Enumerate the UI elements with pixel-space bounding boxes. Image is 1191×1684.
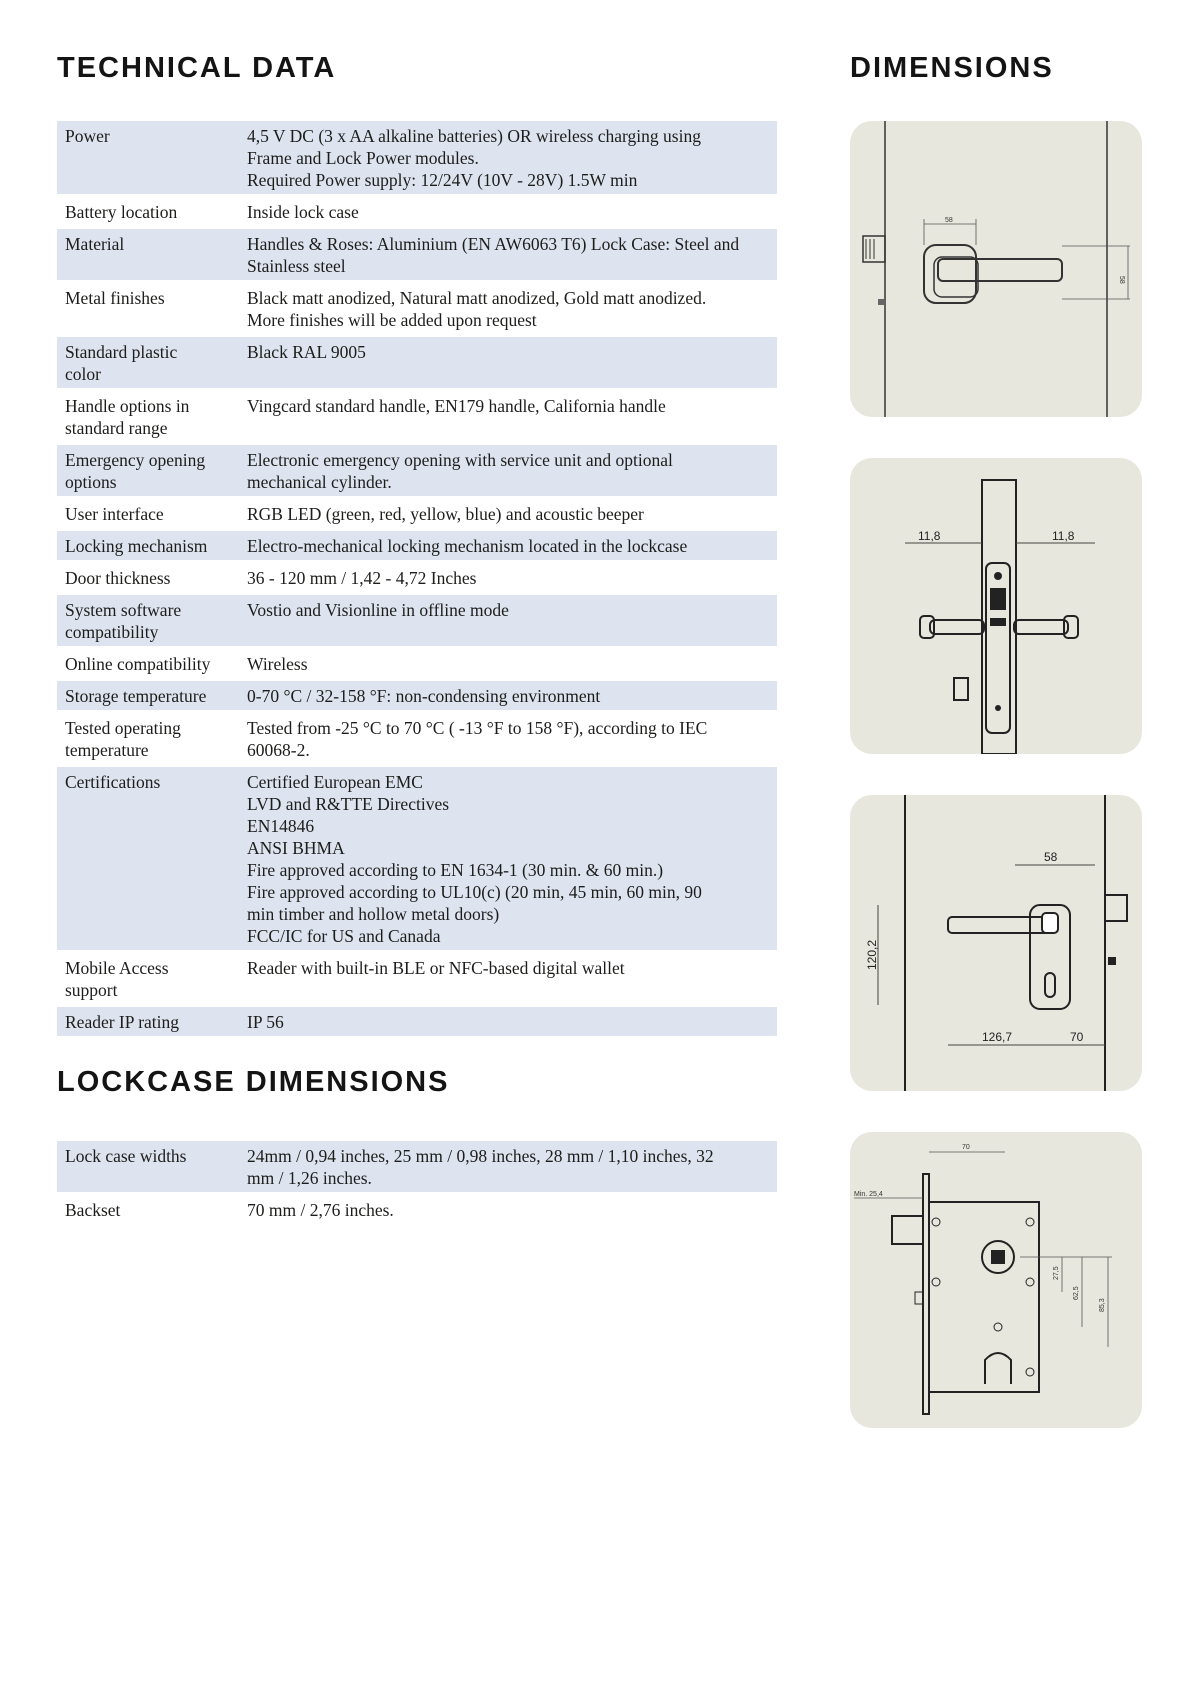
- dim-label-62-5: 62,5: [1073, 1286, 1080, 1300]
- row-label-line: support: [65, 980, 118, 1000]
- row-label: [57, 1141, 239, 1192]
- lockcase-dimensions-table: [57, 1138, 777, 1227]
- row-label-line: compatibility: [65, 622, 159, 642]
- row-label-line: Certifications: [65, 772, 161, 792]
- dim-label-126-7: 126,7: [982, 1030, 1013, 1044]
- row-label: [57, 1007, 239, 1036]
- row-label-line: Storage temperature: [65, 686, 207, 706]
- table-row: [57, 1141, 777, 1192]
- handle-side-dimension-diagram: [850, 795, 1142, 1091]
- row-value-line: 4,5 V DC (3 x AA alkaline batteries) OR wireless charging using: [247, 126, 701, 146]
- row-value: [239, 1141, 777, 1192]
- row-value-line: LVD and R&TTE Directives: [247, 794, 450, 814]
- row-label: [57, 197, 239, 226]
- row-value-line: Tested from -25 °C to 70 °C ( -13 °F to 158 °F), according to IEC: [247, 718, 708, 738]
- row-value-line: Fire approved according to EN 1634-1 (30 min. & 60 min.): [247, 860, 664, 880]
- row-value: [239, 953, 777, 1004]
- row-label-line: Tested operating: [65, 718, 181, 738]
- dimensions-heading: DIMENSIONS: [850, 52, 1054, 84]
- row-value-line: Vostio and Visionline in offline mode: [247, 600, 509, 620]
- row-label: [57, 953, 239, 1004]
- row-value-line: Stainless steel: [247, 256, 346, 276]
- table-row: [57, 197, 777, 226]
- row-value-line: Black matt anodized, Natural matt anodized, Gold matt anodized.: [247, 288, 707, 308]
- row-value-line: mm / 1,26 inches.: [247, 1168, 372, 1188]
- row-value-line: Electronic emergency opening with service unit and optional: [247, 450, 673, 470]
- row-label: [57, 391, 239, 442]
- row-value-line: Required Power supply: 12/24V (10V - 28V) 1.5W min: [247, 170, 638, 190]
- table-row: [57, 713, 777, 764]
- dim-label-27-5: 27,5: [1053, 1266, 1060, 1280]
- row-value: [239, 283, 777, 334]
- row-label: [57, 121, 239, 194]
- row-label-line: Door thickness: [65, 568, 171, 588]
- row-label-line: Lock case widths: [65, 1146, 187, 1166]
- dim-label-58: 58: [1044, 850, 1058, 864]
- lockcase-dimension-diagram: [850, 1132, 1142, 1428]
- dim-label-min-25-4: Min. 25,4: [854, 1191, 883, 1198]
- dim-label-120-2: 120,2: [865, 939, 879, 970]
- row-value: [239, 337, 777, 388]
- row-label: [57, 229, 239, 280]
- row-value-line: Black RAL 9005: [247, 342, 366, 362]
- table-row: [57, 499, 777, 528]
- table-row: [57, 563, 777, 592]
- table-row: [57, 229, 777, 280]
- row-value-line: Wireless: [247, 654, 308, 674]
- row-value-line: Handles & Roses: Aluminium (EN AW6063 T6) Lock Case: Steel and: [247, 234, 740, 254]
- row-value: [239, 391, 777, 442]
- row-label-line: Handle options in: [65, 396, 190, 416]
- row-value: [239, 681, 777, 710]
- row-label: [57, 713, 239, 764]
- row-value-line: Fire approved according to UL10(c) (20 min, 45 min, 60 min, 90: [247, 882, 702, 902]
- row-label: [57, 563, 239, 592]
- row-value: [239, 1007, 777, 1036]
- row-label-line: Locking mechanism: [65, 536, 208, 556]
- row-label: [57, 445, 239, 496]
- row-value-line: 36 - 120 mm / 1,42 - 4,72 Inches: [247, 568, 477, 588]
- table-row: [57, 767, 777, 950]
- row-value: [239, 563, 777, 592]
- row-label: [57, 767, 239, 950]
- row-value: [239, 595, 777, 646]
- row-label: [57, 649, 239, 678]
- technical-data-table: [57, 118, 777, 1039]
- row-value: [239, 121, 777, 194]
- row-value: [239, 1195, 777, 1224]
- row-value-line: Certified European EMC: [247, 772, 423, 792]
- lockcase-dimensions-heading: LOCKCASE DIMENSIONS: [57, 1066, 450, 1098]
- dim-label-height: 58: [1118, 276, 1125, 284]
- row-label-line: Metal finishes: [65, 288, 165, 308]
- row-label-line: Online compatibility: [65, 654, 211, 674]
- row-label: [57, 681, 239, 710]
- dim-label-85-3: 85,3: [1099, 1298, 1106, 1312]
- row-value-line: 70 mm / 2,76 inches.: [247, 1200, 394, 1220]
- dim-label-right: 11,8: [1052, 529, 1075, 543]
- row-value: [239, 445, 777, 496]
- row-label-line: User interface: [65, 504, 164, 524]
- table-row: [57, 953, 777, 1004]
- row-value-line: 60068-2.: [247, 740, 310, 760]
- row-label-line: Material: [65, 234, 125, 254]
- dim-label-70: 70: [1070, 1030, 1084, 1044]
- row-value-line: Electro-mechanical locking mechanism located in the lockcase: [247, 536, 688, 556]
- row-label: [57, 531, 239, 560]
- table-row: [57, 337, 777, 388]
- row-label: [57, 1195, 239, 1224]
- table-row: [57, 595, 777, 646]
- row-label-line: temperature: [65, 740, 149, 760]
- row-label-line: options: [65, 472, 117, 492]
- row-value: [239, 197, 777, 226]
- row-value-line: Reader with built-in BLE or NFC-based digital wallet: [247, 958, 625, 978]
- row-label-line: System software: [65, 600, 182, 620]
- row-label: [57, 337, 239, 388]
- row-label-line: Emergency opening: [65, 450, 206, 470]
- dim-label-70: 70: [962, 1144, 970, 1151]
- table-row: [57, 649, 777, 678]
- row-label-line: Backset: [65, 1200, 121, 1220]
- row-label-line: Standard plastic: [65, 342, 178, 362]
- row-value-line: Vingcard standard handle, EN179 handle, California handle: [247, 396, 666, 416]
- row-value-line: 0-70 °C / 32-158 °F: non-condensing environment: [247, 686, 601, 706]
- row-label-line: Power: [65, 126, 110, 146]
- table-row: [57, 283, 777, 334]
- row-value-line: FCC/IC for US and Canada: [247, 926, 441, 946]
- row-value-line: More finishes will be added upon request: [247, 310, 537, 330]
- row-value: [239, 649, 777, 678]
- handle-front-dimension-diagram: [850, 121, 1142, 417]
- row-value-line: 24mm / 0,94 inches, 25 mm / 0,98 inches, 28 mm / 1,10 inches, 32: [247, 1146, 714, 1166]
- row-value-line: EN14846: [247, 816, 315, 836]
- table-row: [57, 1007, 777, 1036]
- technical-data-heading: TECHNICAL DATA: [57, 52, 337, 84]
- row-value-line: RGB LED (green, red, yellow, blue) and acoustic beeper: [247, 504, 644, 524]
- table-row: [57, 121, 777, 194]
- table-row: [57, 681, 777, 710]
- row-value-line: Inside lock case: [247, 202, 359, 222]
- row-value-line: Frame and Lock Power modules.: [247, 148, 479, 168]
- row-label-line: Reader IP rating: [65, 1012, 180, 1032]
- row-value-line: min timber and hollow metal doors): [247, 904, 500, 924]
- row-value: [239, 499, 777, 528]
- dim-label-left: 11,8: [918, 529, 941, 543]
- row-label-line: Battery location: [65, 202, 178, 222]
- row-label-line: standard range: [65, 418, 168, 438]
- dim-label-width: 58: [945, 217, 953, 224]
- row-label-line: Mobile Access: [65, 958, 169, 978]
- row-label: [57, 595, 239, 646]
- row-value: [239, 713, 777, 764]
- row-label: [57, 499, 239, 528]
- table-row: [57, 1195, 777, 1224]
- table-row: [57, 445, 777, 496]
- row-label-line: color: [65, 364, 101, 384]
- row-value: [239, 767, 777, 950]
- row-value-line: mechanical cylinder.: [247, 472, 392, 492]
- row-value-line: IP 56: [247, 1012, 284, 1032]
- door-section-dimension-diagram: [850, 458, 1142, 754]
- table-row: [57, 531, 777, 560]
- row-label: [57, 283, 239, 334]
- row-value-line: ANSI BHMA: [247, 838, 345, 858]
- row-value: [239, 531, 777, 560]
- table-row: [57, 391, 777, 442]
- row-value: [239, 229, 777, 280]
